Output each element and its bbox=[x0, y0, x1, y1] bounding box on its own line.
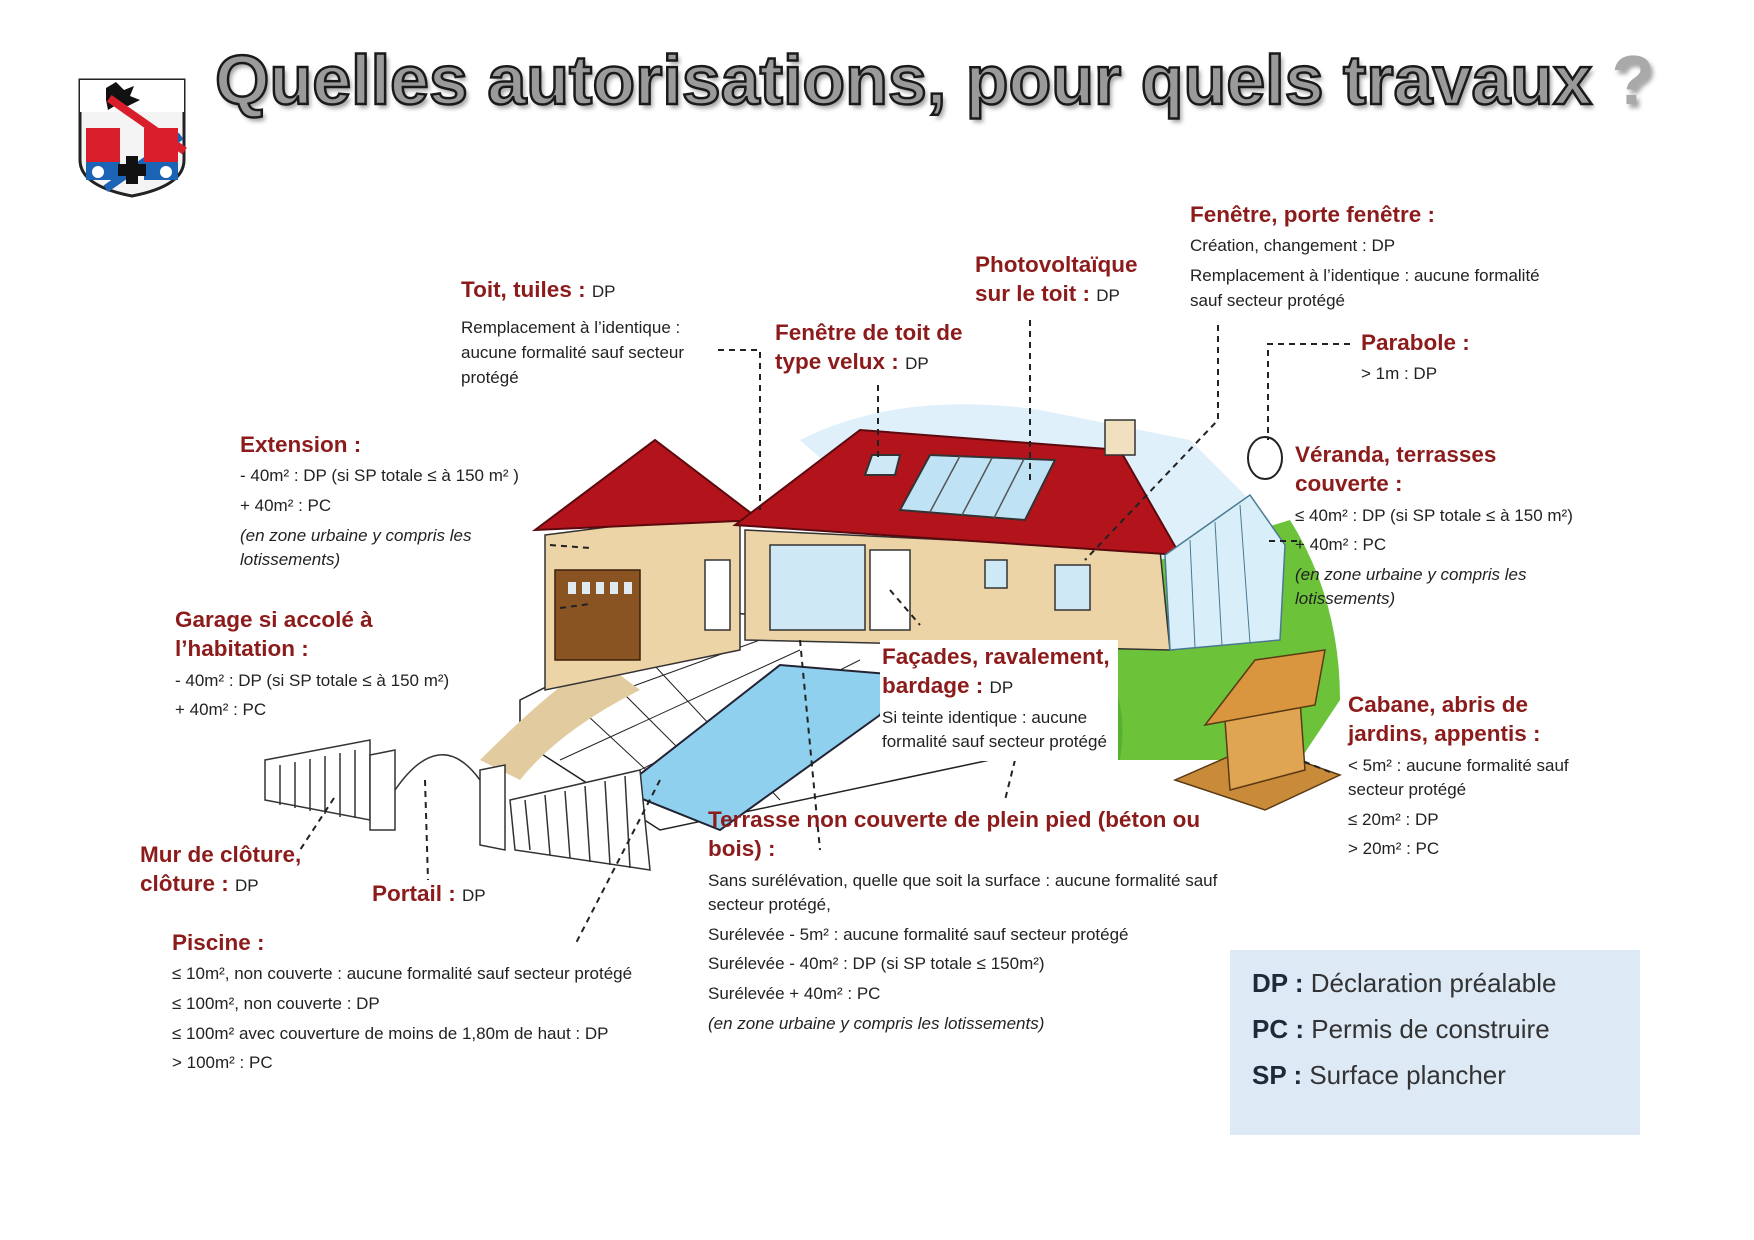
annotation-roof-window bbox=[775, 318, 963, 377]
annotation-pool-heading: Piscine : bbox=[172, 930, 265, 955]
annotation-extension-line: - 40m² : DP (si SP totale ≤ à 150 m² ) bbox=[240, 466, 519, 486]
annotation-terrace bbox=[708, 805, 1217, 1036]
annotation-extension-note: (en zone urbaine y compris les bbox=[240, 525, 472, 545]
annotation-roof-window-heading: Fenêtre de toit de bbox=[775, 320, 963, 345]
gate-pillars bbox=[370, 750, 505, 850]
annotation-garage-line: + 40m² : PC bbox=[175, 700, 267, 720]
legend-box bbox=[1230, 950, 1640, 1135]
annotation-fence-heading: clôture : DP bbox=[140, 871, 259, 897]
annotation-window-line: sauf secteur protégé bbox=[1190, 290, 1345, 310]
annotation-facades-line: Si teinte identique : aucune bbox=[882, 707, 1088, 727]
annotation-terrace-line: secteur protégé, bbox=[708, 895, 831, 915]
annotation-shed-line: > 20m² : PC bbox=[1348, 839, 1440, 859]
annotation-fence-heading: Mur de clôture, bbox=[140, 842, 302, 867]
roof-window bbox=[865, 455, 900, 475]
annotation-veranda bbox=[1295, 440, 1573, 612]
annotation-veranda-note: lotissements) bbox=[1295, 589, 1396, 609]
annotation-shed-line: ≤ 20m² : DP bbox=[1348, 809, 1439, 829]
annotation-solar bbox=[975, 250, 1138, 309]
annotation-veranda-line: + 40m² : PC bbox=[1295, 535, 1387, 555]
annotation-extension-line: + 40m² : PC bbox=[240, 495, 332, 515]
annotation-solar-heading: sur le toit : DP bbox=[975, 281, 1120, 307]
annotation-shed-heading: Cabane, abris de bbox=[1348, 692, 1529, 717]
annotation-shed-line: < 5m² : aucune formalité sauf bbox=[1348, 755, 1569, 775]
annotation-terrace-heading: bois) : bbox=[708, 836, 776, 862]
legend-item-sp: SP : Surface plancher bbox=[1252, 1060, 1506, 1090]
annotation-veranda-line: ≤ 40m² : DP (si SP totale ≤ à 150 m²) bbox=[1295, 505, 1573, 525]
annotation-gate bbox=[372, 879, 486, 908]
annotation-garage-heading: l’habitation : bbox=[175, 636, 309, 662]
annotation-shed bbox=[1348, 690, 1569, 862]
annotation-pool-line: ≤ 100m², non couverte : DP bbox=[172, 993, 380, 1013]
annotation-garage bbox=[175, 605, 449, 723]
chimney bbox=[1105, 420, 1135, 455]
annotation-facades bbox=[880, 640, 1118, 761]
annotation-veranda-heading: couverte : bbox=[1295, 471, 1403, 497]
annotation-facades-heading: bardage : DP bbox=[882, 673, 1014, 699]
page-title: Quelles autorisations, pour quels travaux ? bbox=[215, 41, 1655, 119]
annotation-terrace-line: Surélevée - 40m² : DP (si SP totale ≤ 150m²) bbox=[708, 954, 1045, 974]
annotation-roof bbox=[461, 275, 684, 390]
annotation-window-heading: Fenêtre, porte fenêtre : bbox=[1190, 202, 1436, 227]
annotation-roof-line: Remplacement à l’identique : bbox=[461, 318, 681, 338]
legend-item-pc: PC : Permis de construire bbox=[1252, 1014, 1550, 1044]
annotation-pool-line: ≤ 10m², non couverte : aucune formalité sauf secteur protégé bbox=[172, 964, 633, 984]
annotation-terrace-line: Sans surélévation, quelle que soit la surface : aucune formalité sauf bbox=[708, 870, 1218, 890]
annotation-extension-heading: Extension : bbox=[240, 432, 362, 457]
legend-item-dp: DP : Déclaration préalable bbox=[1252, 968, 1557, 998]
annotation-fence bbox=[140, 840, 301, 899]
annotation-roof-heading: Toit, tuiles : DP bbox=[461, 277, 616, 302]
window-right bbox=[1055, 565, 1090, 610]
annotation-terrace-line: Surélevée + 40m² : PC bbox=[708, 984, 881, 1004]
annotation-terrace-heading: Terrasse non couverte de plein pied (béton ou bbox=[708, 807, 1201, 832]
annotation-dish-line: > 1m : DP bbox=[1361, 364, 1438, 384]
side-door bbox=[705, 560, 730, 630]
annotation-window-line: Remplacement à l’identique : aucune formalité bbox=[1190, 265, 1540, 285]
annotation-roof-line: aucune formalité sauf secteur bbox=[461, 342, 685, 362]
annotation-dish bbox=[1361, 328, 1470, 387]
annotation-roof-line: protégé bbox=[461, 367, 519, 387]
garage-roof bbox=[535, 440, 760, 530]
annotation-terrace-line: Surélevée - 5m² : aucune formalité sauf secteur protégé bbox=[708, 924, 1129, 944]
window-small bbox=[985, 560, 1007, 588]
gate-arch bbox=[395, 755, 480, 790]
satellite-dish bbox=[1248, 437, 1282, 479]
annotation-facades-heading: Façades, ravalement, bbox=[882, 644, 1110, 669]
annotation-garage-line: - 40m² : DP (si SP totale ≤ à 150 m²) bbox=[175, 670, 450, 690]
annotation-window-line: Création, changement : DP bbox=[1190, 236, 1396, 256]
annotation-gate-heading: Portail : DP bbox=[372, 881, 486, 906]
annotation-extension bbox=[240, 430, 519, 573]
bay-window bbox=[770, 545, 865, 630]
annotation-veranda-note: (en zone urbaine y compris les bbox=[1295, 564, 1527, 584]
annotation-pool-line: ≤ 100m² avec couverture de moins de 1,80m de haut : DP bbox=[172, 1023, 609, 1043]
annotation-pool-line: > 100m² : PC bbox=[172, 1053, 273, 1073]
annotation-shed-heading: jardins, appentis : bbox=[1348, 721, 1541, 747]
annotation-garage-heading: Garage si accolé à bbox=[175, 607, 373, 632]
annotation-veranda-heading: Véranda, terrasses bbox=[1295, 442, 1497, 467]
annotation-window bbox=[1190, 200, 1540, 313]
annotation-terrace-note: (en zone urbaine y compris les lotissements) bbox=[708, 1013, 1045, 1033]
annotation-pool bbox=[172, 928, 632, 1076]
annotation-dish-heading: Parabole : bbox=[1361, 330, 1470, 355]
question-mark: ? bbox=[1611, 41, 1655, 119]
annotation-facades-line: formalité sauf secteur protégé bbox=[882, 732, 1107, 752]
annotation-extension-note: lotissements) bbox=[240, 550, 341, 570]
annotation-roof-window-heading: type velux : DP bbox=[775, 349, 929, 375]
annotation-shed-line: secteur protégé bbox=[1348, 780, 1467, 800]
annotation-solar-heading: Photovoltaïque bbox=[975, 252, 1138, 277]
